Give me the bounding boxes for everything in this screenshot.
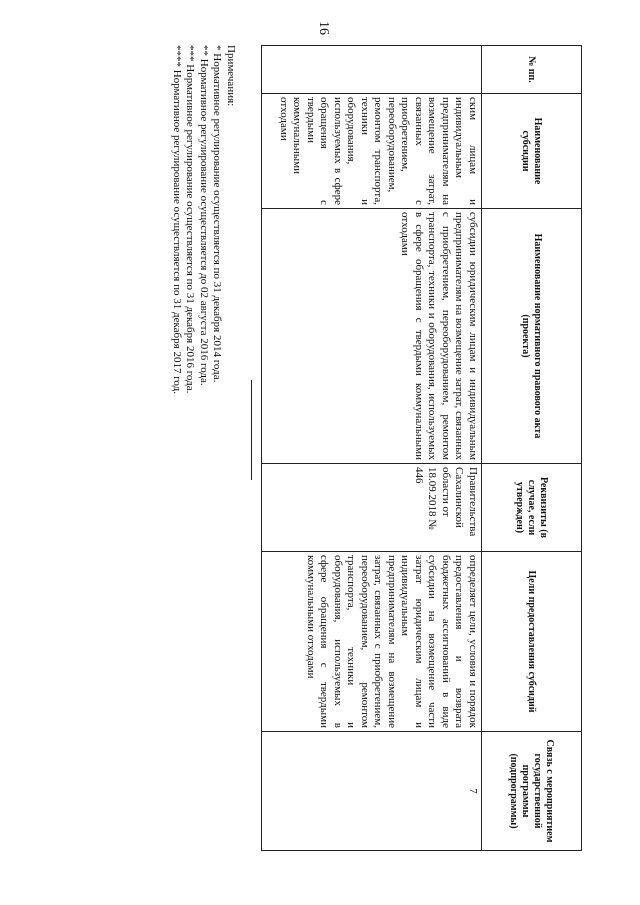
cell-goals: определяет цели, условия и порядок предоставления и возврата бюджетных ассигнований в виде субсидии на возмещение части затрат юридическим лицам и индивидуальным предпринимателям на возмещение затрат, связанных с приобретением, переоборудованием, ремонтом транспорта, техники и оборудования, используемых в сфере обращения с твердыми коммунальными отходами bbox=[262, 552, 482, 732]
note-item: ** Нормативное регулирование осуществляется до 02 августа 2016 года. bbox=[198, 45, 210, 386]
notes-title: Примечания: bbox=[225, 45, 237, 107]
header-subsidy-name: Наименование субсидии bbox=[482, 94, 582, 209]
header-act-name: Наименование нормативного правового акта (проекта) bbox=[482, 209, 582, 464]
notes-block bbox=[170, 45, 238, 850]
note-item: * Нормативное регулирование осуществляется по 31 декабря 2014 года. bbox=[211, 45, 224, 383]
cell-act-name: субсидии юридическим лицам и индивидуальным предпринимателям на возмещение затрат, связанных с приобретением, переоборудованием, ремонтом транспорта, техники и оборудования, используемых в сфере обращения с твердыми коммунальными отходами bbox=[262, 209, 482, 464]
header-num: № пп. bbox=[482, 46, 582, 94]
page-number: 16 bbox=[316, 21, 331, 35]
table-header-row bbox=[482, 46, 582, 851]
header-program-link: Связь с мероприятием государственной программы (подпрограммы) bbox=[482, 732, 582, 851]
header-requisites: Реквизиты (в случае, если утвержден) bbox=[482, 464, 582, 552]
table-row bbox=[262, 46, 482, 851]
header-goals: Цели предоставления субсидий bbox=[482, 552, 582, 732]
note-item: *** Нормативное регулирование осуществляется по 31 декабря 2016 года. bbox=[184, 45, 197, 394]
subsidy-table bbox=[261, 45, 582, 851]
note-item: **** Нормативное регулирование осуществляется по 31 декабря 2017 год. bbox=[171, 45, 183, 394]
cell-num bbox=[262, 46, 482, 94]
cell-subsidy-name: ским лицам и индивидуальным предпринимателям на возмещение затрат, связанных с приобретением, переоборудованием, ремонтом транспорта, техники и оборудования, используемых в сфере обращения с твердыми коммунальными отходами bbox=[262, 94, 482, 209]
cell-program-link: 7 bbox=[262, 732, 482, 851]
cell-requisites: Правительства Сахалинской области от 18.09.2018 № 446 bbox=[262, 464, 482, 552]
notes-separator bbox=[251, 380, 252, 480]
rotated-page-content bbox=[72, 45, 582, 850]
